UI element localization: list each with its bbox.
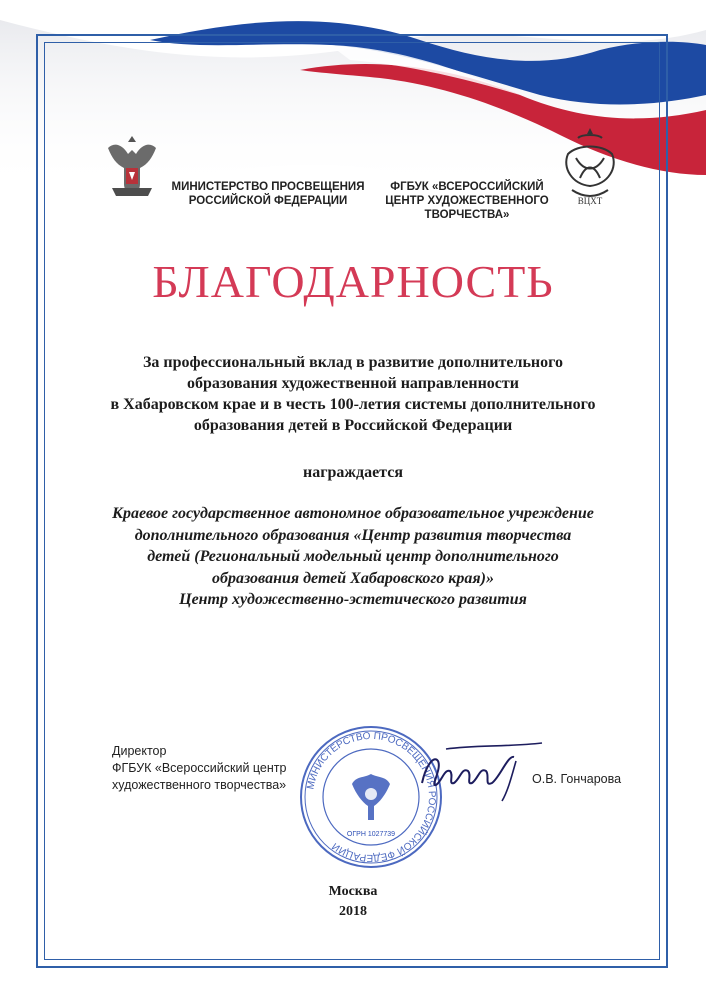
position-line: Директор [112, 744, 167, 758]
coat-of-arms-icon [100, 128, 164, 204]
center-line-2: ЦЕНТР ХУДОЖЕСТВЕННОГО [385, 195, 549, 207]
handwritten-signature-image [416, 735, 544, 805]
signatory-position [112, 743, 286, 794]
recipient-line: образования детей Хабаровского края)» [212, 569, 494, 587]
reason-line: образования детей в Российской Федерации [193, 417, 513, 434]
recipient-line: Краевое государственное автономное образовательное учреждение [112, 505, 594, 522]
recipient-line: детей (Региональный модельный центр дополнительного [147, 548, 559, 565]
stamp-ring-text: МИНИСТЕРСТВО ПРОСВЕЩЕНИЯ РОССИЙСКОЙ ФЕДЕРАЦИИ [305, 730, 438, 864]
ministry-line-2: РОССИЙСКОЙ ФЕДЕРАЦИИ [188, 195, 348, 207]
signer-name: О.В. Гончарова [532, 772, 622, 786]
awarded-label: награждается [303, 464, 403, 481]
reason-line: образования художественной направленности [187, 375, 519, 392]
reason-line: За профессиональный вклад в развитие дополнительного [142, 354, 563, 371]
position-line: ФГБУК «Всероссийский центр [112, 761, 287, 775]
recipient-line: Центр художественно-эстетического развития [179, 591, 527, 608]
position-line: художественного творчества» [112, 778, 287, 792]
city-label: Москва [328, 884, 378, 899]
award-reason [70, 352, 636, 436]
stamp-inner-text: ОГРН 1027739 [346, 831, 396, 838]
monogram-emblem-icon [558, 124, 622, 208]
ministry-name [168, 180, 368, 208]
recipient-name [60, 503, 646, 611]
center-name [372, 180, 562, 222]
center-line-3: ТВОРЧЕСТВА» [424, 209, 510, 221]
reason-line: в Хабаровском крае и в честь 100-летия системы дополнительного [110, 396, 596, 413]
year-label: 2018 [339, 904, 367, 919]
document-title: БЛАГОДАРНОСТЬ [152, 256, 554, 307]
svg-text:ВЦХТ: ВЦХТ [577, 196, 603, 206]
center-line-1: ФГБУК «ВСЕРОССИЙСКИЙ [390, 181, 544, 193]
recipient-line: дополнительного образования «Центр развития творчества [134, 526, 572, 544]
ministry-line-1: МИНИСТЕРСТВО ПРОСВЕЩЕНИЯ [171, 181, 365, 193]
